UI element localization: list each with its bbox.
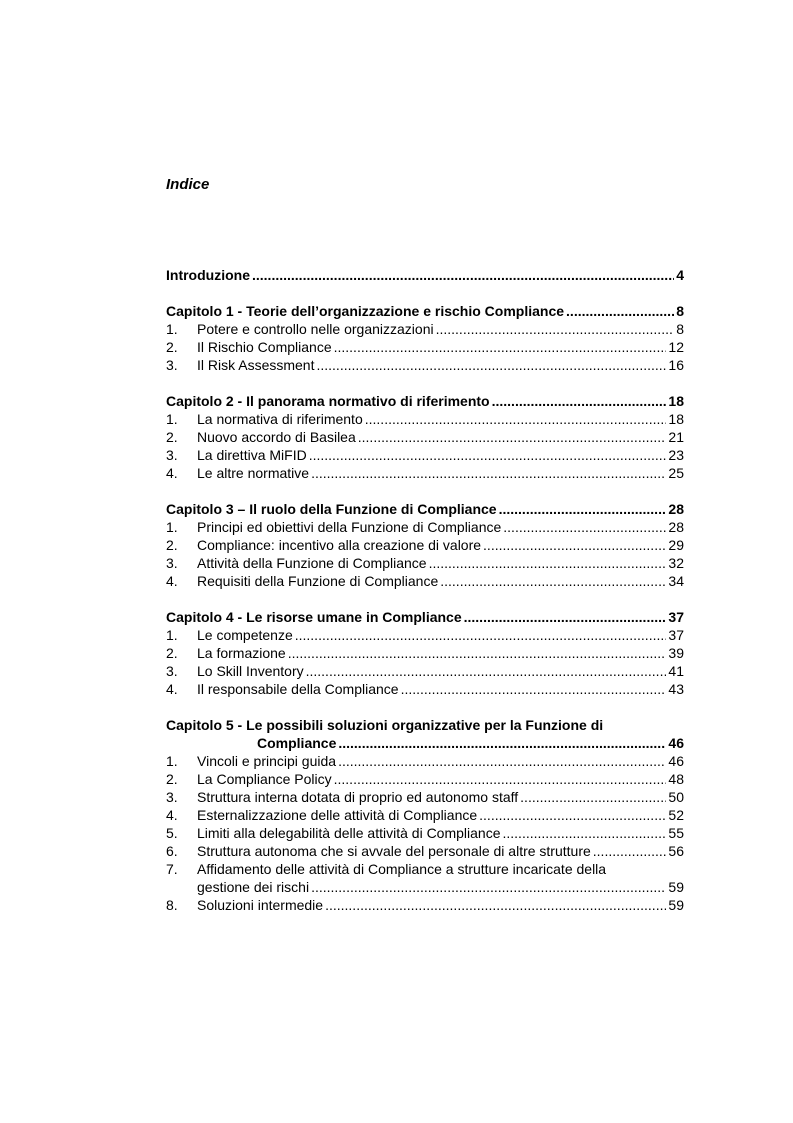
toc-chapter-1[interactable]: [166, 302, 684, 320]
leader-dots: [483, 536, 666, 554]
item-label: Il Rischio Compliance: [197, 339, 332, 355]
item-label: Il responsabile della Compliance: [197, 681, 399, 697]
leader-dots: [311, 878, 666, 896]
leader-dots: [479, 806, 666, 824]
leader-dots: [334, 770, 667, 788]
item-page: 39: [668, 645, 684, 661]
chapter-heading: Capitolo 1 - Teorie dell’organizzazione e rischio Compliance: [166, 303, 565, 319]
item-page: 12: [668, 339, 684, 355]
leader-dots: [503, 824, 667, 842]
item-number: 7.: [166, 861, 178, 877]
leader-dots: [325, 896, 666, 914]
leader-dots: [309, 446, 667, 464]
item-page: 16: [668, 357, 684, 373]
item-page: 34: [668, 573, 684, 589]
item-number: 3.: [166, 357, 178, 373]
item-page: 8: [676, 321, 684, 337]
leader-dots: [436, 320, 675, 338]
chapter-page: 8: [676, 303, 684, 319]
item-label: Affidamento delle attività di Compliance a strutture incaricate della: [197, 861, 607, 877]
chapter-page: 28: [668, 501, 684, 517]
toc-item[interactable]: [166, 428, 684, 446]
item-number: 3.: [166, 663, 178, 679]
leader-dots: [440, 572, 666, 590]
item-label: Struttura autonoma che si avvale del personale di altre strutture: [197, 843, 591, 859]
item-number: 2.: [166, 771, 178, 787]
leader-dots: [306, 662, 667, 680]
toc-chapter-5[interactable]: [166, 734, 684, 752]
toc-item[interactable]: [166, 680, 684, 698]
item-number: 4.: [166, 573, 178, 589]
item-number: 4.: [166, 807, 178, 823]
chapter-heading: Capitolo 2 - Il panorama normativo di riferimento: [166, 393, 490, 409]
item-page: 32: [668, 555, 684, 571]
item-page: 23: [668, 447, 684, 463]
leader-dots: [358, 428, 667, 446]
toc-item[interactable]: [166, 536, 684, 554]
item-page: 37: [668, 627, 684, 643]
toc-item[interactable]: [166, 320, 684, 338]
item-page: 21: [668, 429, 684, 445]
item-label: Attività della Funzione di Compliance: [197, 555, 427, 571]
leader-dots: [288, 644, 667, 662]
toc-intro-page: 4: [676, 267, 684, 283]
toc-item[interactable]: [166, 662, 684, 680]
toc-item[interactable]: [166, 338, 684, 356]
toc-chapter-5-heading[interactable]: Capitolo 5 - Le possibili soluzioni organizzative per la Funzione di: [166, 717, 604, 733]
toc-item[interactable]: [166, 518, 684, 536]
toc-item[interactable]: [166, 554, 684, 572]
item-label: Vincoli e principi guida: [197, 753, 337, 769]
toc-chapter-2[interactable]: [166, 392, 684, 410]
item-label: Potere e controllo nelle organizzazioni: [197, 321, 434, 337]
chapter-page: 46: [668, 735, 684, 751]
item-number: 2.: [166, 537, 178, 553]
chapter-heading: Compliance: [257, 735, 337, 751]
toc-item[interactable]: [166, 626, 684, 644]
leader-dots: [499, 500, 667, 518]
item-label: Limiti alla delegabilità delle attività di Compliance: [197, 825, 501, 841]
item-label: La normativa di riferimento: [197, 411, 363, 427]
toc-item[interactable]: [166, 770, 684, 788]
toc-item[interactable]: [166, 572, 684, 590]
toc-item[interactable]: [166, 824, 684, 842]
leader-dots: [464, 608, 667, 626]
item-number: 2.: [166, 645, 178, 661]
item-number: 1.: [166, 411, 178, 427]
toc-item[interactable]: [166, 806, 684, 824]
item-page: 28: [668, 519, 684, 535]
leader-dots: [334, 338, 667, 356]
item-number: 5.: [166, 825, 178, 841]
item-page: 52: [668, 807, 684, 823]
item-page: 59: [668, 879, 684, 895]
toc-item[interactable]: [166, 842, 684, 860]
toc-item-multiline[interactable]: [166, 860, 684, 878]
item-page: 18: [668, 411, 684, 427]
page-title: Indice: [166, 176, 210, 193]
leader-dots: [295, 626, 667, 644]
toc-item[interactable]: [166, 644, 684, 662]
leader-dots: [365, 410, 667, 428]
toc-item[interactable]: [166, 410, 684, 428]
toc-chapter-3[interactable]: [166, 500, 684, 518]
leader-dots: [429, 554, 667, 572]
item-label: Compliance: incentivo alla creazione di valore: [197, 537, 482, 553]
toc-intro-label: Introduzione: [166, 267, 250, 283]
leader-dots: [503, 518, 666, 536]
leader-dots: [316, 356, 666, 374]
item-page: 46: [668, 753, 684, 769]
item-label: gestione dei rischi: [197, 879, 310, 895]
leader-dots: [338, 734, 666, 752]
item-page: 50: [668, 789, 684, 805]
item-page: 55: [668, 825, 684, 841]
leader-dots: [252, 266, 674, 284]
chapter-page: 18: [668, 393, 684, 409]
item-label: La direttiva MiFID: [197, 447, 307, 463]
toc-item-continuation[interactable]: [166, 878, 684, 896]
leader-dots: [520, 788, 666, 806]
item-label: La formazione: [197, 645, 286, 661]
toc-intro[interactable]: [166, 266, 684, 284]
leader-dots: [401, 680, 667, 698]
item-label: Principi ed obiettivi della Funzione di Compliance: [197, 519, 502, 535]
toc-item[interactable]: [166, 896, 684, 914]
item-page: 43: [668, 681, 684, 697]
leader-dots: [338, 752, 666, 770]
toc-item[interactable]: [166, 752, 684, 770]
item-number: 2.: [166, 339, 178, 355]
item-page: 56: [668, 843, 684, 859]
item-number: 1.: [166, 627, 178, 643]
chapter-heading: Capitolo 4 - Le risorse umane in Compliance: [166, 609, 462, 625]
item-number: 2.: [166, 429, 178, 445]
item-number: 1.: [166, 519, 178, 535]
table-of-contents: [166, 266, 684, 914]
item-label: La Compliance Policy: [197, 771, 332, 787]
item-label: Nuovo accordo di Basilea: [197, 429, 356, 445]
toc-item[interactable]: [166, 356, 684, 374]
item-page: 48: [668, 771, 684, 787]
item-number: 3.: [166, 789, 178, 805]
item-label: Le competenze: [197, 627, 293, 643]
toc-chapter-4[interactable]: [166, 608, 684, 626]
item-number: 6.: [166, 843, 178, 859]
chapter-page: 37: [668, 609, 684, 625]
item-label: Soluzioni intermedie: [197, 897, 324, 913]
leader-dots: [492, 392, 667, 410]
item-number: 3.: [166, 555, 178, 571]
item-page: 41: [668, 663, 684, 679]
toc-item[interactable]: [166, 446, 684, 464]
leader-dots: [566, 302, 674, 320]
leader-dots: [311, 464, 666, 482]
toc-item[interactable]: [166, 464, 684, 482]
item-number: 4.: [166, 681, 178, 697]
item-label: Lo Skill Inventory: [197, 663, 304, 679]
item-label: Struttura interna dotata di proprio ed autonomo staff: [197, 789, 519, 805]
leader-dots: [593, 842, 667, 860]
item-label: Le altre normative: [197, 465, 310, 481]
item-page: 59: [668, 897, 684, 913]
chapter-heading: Capitolo 3 – Il ruolo della Funzione di Compliance: [166, 501, 497, 517]
item-number: 8.: [166, 897, 178, 913]
item-label: Esternalizzazione delle attività di Compliance: [197, 807, 478, 823]
item-label: Il Risk Assessment: [197, 357, 315, 373]
item-number: 3.: [166, 447, 178, 463]
item-label: Requisiti della Funzione di Compliance: [197, 573, 439, 589]
item-number: 1.: [166, 321, 178, 337]
toc-item[interactable]: [166, 788, 684, 806]
item-page: 29: [668, 537, 684, 553]
item-page: 25: [668, 465, 684, 481]
item-number: 1.: [166, 753, 178, 769]
item-number: 4.: [166, 465, 178, 481]
